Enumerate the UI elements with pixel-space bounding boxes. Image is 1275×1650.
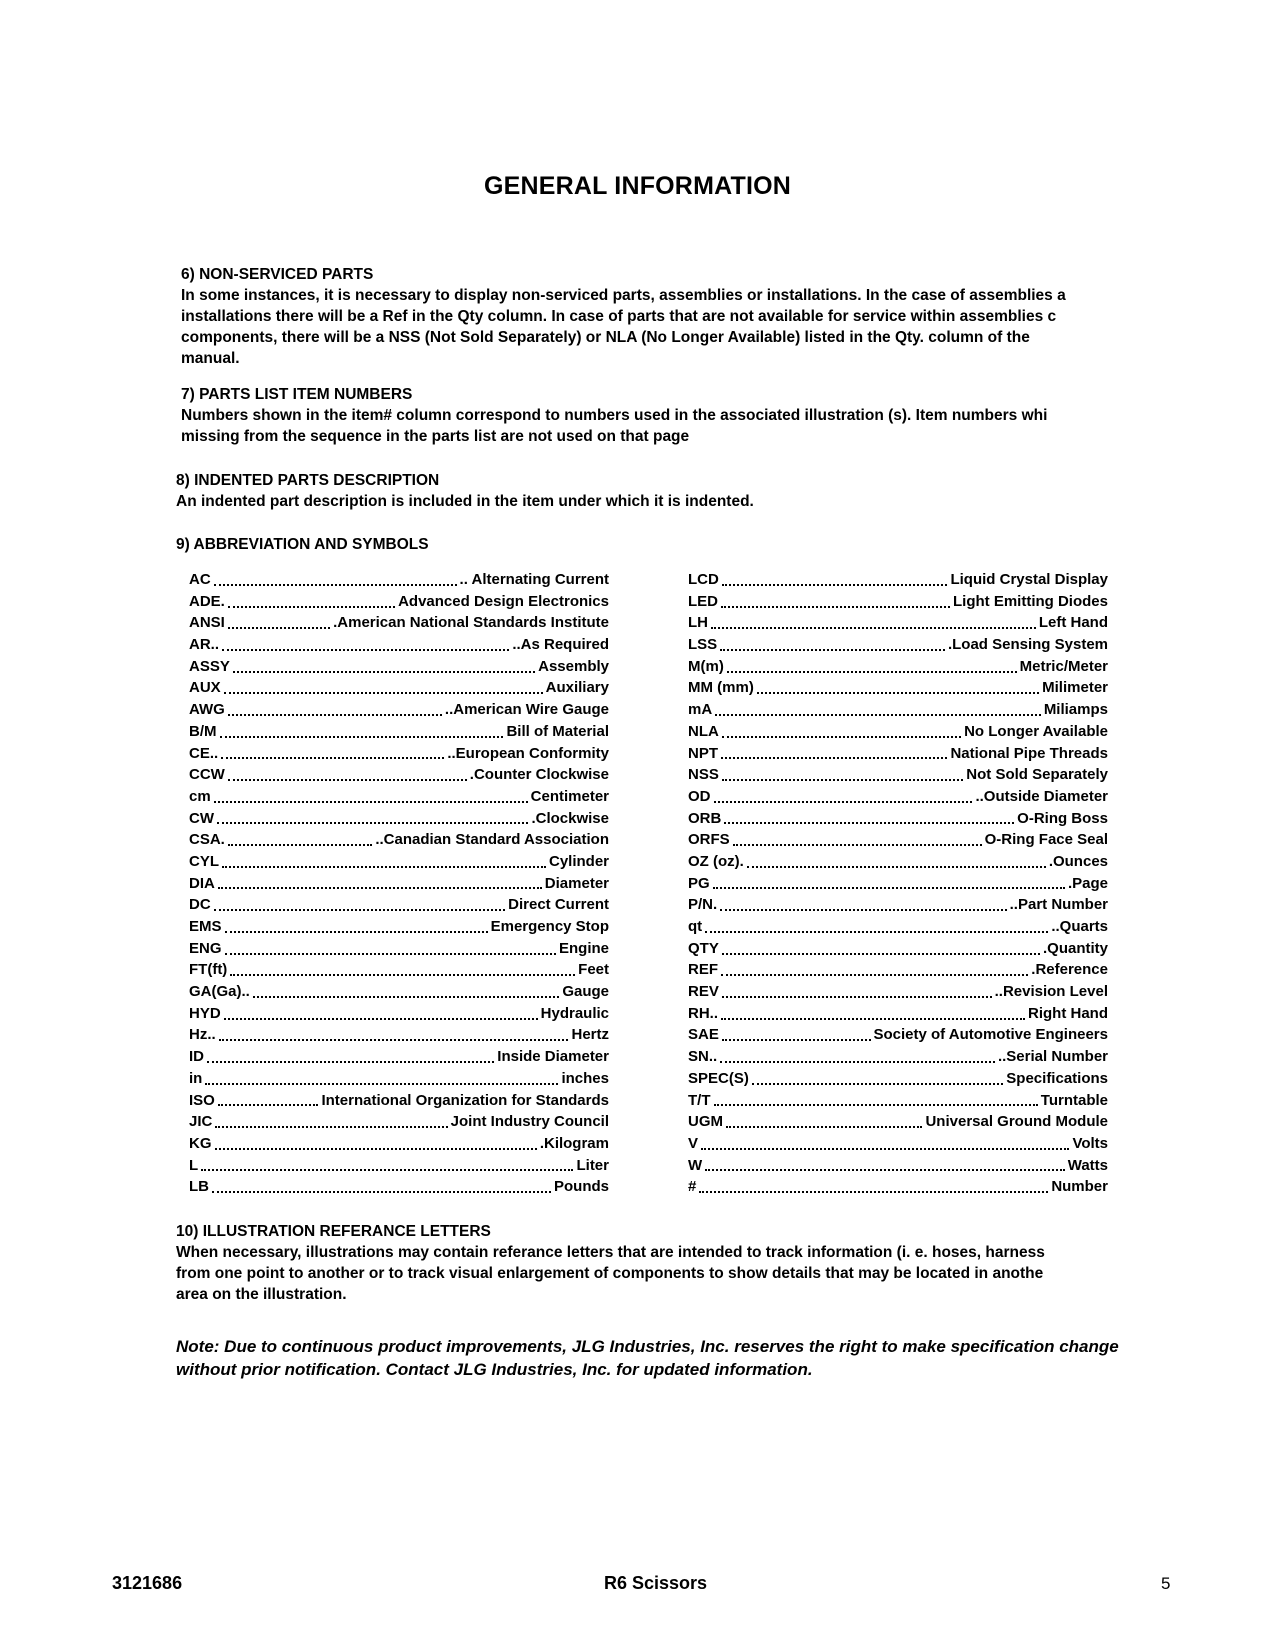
abbreviation-code: qt bbox=[688, 918, 703, 935]
abbreviation-row bbox=[688, 981, 1108, 1003]
abbreviation-code: ANSI bbox=[189, 614, 225, 632]
abbreviation-row bbox=[688, 894, 1108, 916]
dot-leader bbox=[722, 1039, 871, 1041]
abbreviation-code: SN.. bbox=[688, 1048, 718, 1066]
dot-leader bbox=[228, 779, 467, 781]
abbreviation-row bbox=[688, 699, 1108, 721]
section-text-line: installations there will be a Ref in the Qty column. In case of parts that are not available for service within assemblies c bbox=[181, 308, 1057, 325]
section-abbreviation-and-symbols bbox=[176, 534, 1134, 555]
specification-note bbox=[176, 1335, 1134, 1381]
dot-leader bbox=[752, 1083, 1003, 1085]
abbreviation-code: CCW bbox=[189, 766, 225, 784]
abbreviation-code: ORFS bbox=[688, 831, 730, 849]
abbreviation-row bbox=[189, 764, 609, 786]
abbreviation-meaning: ..As Required bbox=[512, 636, 609, 654]
dot-leader bbox=[727, 671, 1017, 673]
abbreviation-meaning: .American National Standards Institute bbox=[333, 614, 609, 632]
abbreviation-code: cm bbox=[189, 787, 211, 805]
abbreviation-code: NPT bbox=[688, 744, 718, 762]
dot-leader bbox=[212, 1191, 551, 1193]
abbreviation-row bbox=[189, 699, 609, 721]
dot-leader bbox=[715, 714, 1041, 716]
abbreviation-code: RH.. bbox=[688, 1004, 718, 1022]
abbreviation-code: OD bbox=[688, 787, 711, 805]
dot-leader bbox=[705, 931, 1048, 933]
abbreviation-code: JIC bbox=[189, 1113, 213, 1131]
page-title: GENERAL INFORMATION bbox=[483, 172, 792, 200]
abbreviation-meaning: ..Revision Level bbox=[994, 983, 1108, 1001]
abbreviation-row bbox=[688, 916, 1108, 938]
abbreviation-code: UGM bbox=[688, 1113, 723, 1131]
abbreviation-row bbox=[189, 873, 609, 895]
abbreviation-code: ORB bbox=[688, 809, 722, 827]
abbreviation-row bbox=[189, 612, 609, 634]
section-text-line: manual. bbox=[181, 350, 240, 367]
abbreviation-meaning: ..Canadian Standard Association bbox=[375, 831, 609, 849]
abbreviation-code: CE.. bbox=[189, 744, 219, 762]
abbreviation-code: NSS bbox=[688, 766, 719, 784]
section-text-line: When necessary, illustrations may contain referance letters that are intended to track information (i. e. hoses, harness bbox=[176, 1244, 1045, 1261]
section-heading: 6) NON-SERVICED PARTS bbox=[181, 266, 374, 283]
abbreviation-code: Hz.. bbox=[189, 1026, 216, 1044]
abbreviation-row bbox=[688, 1024, 1108, 1046]
dot-leader bbox=[221, 757, 444, 759]
abbreviation-code: ASSY bbox=[189, 657, 230, 675]
abbreviation-meaning: Advanced Design Electronics bbox=[398, 592, 609, 610]
abbreviation-row bbox=[189, 916, 609, 938]
abbreviation-code: NLA bbox=[688, 722, 719, 740]
dot-leader bbox=[219, 1039, 569, 1041]
section-text-line: An indented part description is included in the item under which it is indented. bbox=[176, 493, 754, 510]
abbreviation-row bbox=[189, 1176, 609, 1198]
dot-leader bbox=[714, 1104, 1038, 1106]
abbreviation-code: SPEC(S) bbox=[688, 1069, 749, 1087]
section-text-line: Numbers shown in the item# column correspond to numbers used in the associated illustration (s). Item numbers whi bbox=[181, 407, 1048, 424]
abbreviation-row bbox=[688, 1133, 1108, 1155]
abbreviation-row bbox=[189, 1133, 609, 1155]
dot-leader bbox=[705, 1169, 1065, 1171]
abbreviation-row bbox=[688, 938, 1108, 960]
dot-leader bbox=[720, 1061, 995, 1063]
abbreviation-code: B/M bbox=[189, 722, 217, 740]
abbreviation-row bbox=[189, 1046, 609, 1068]
abbreviation-meaning: Turntable bbox=[1040, 1091, 1108, 1109]
footer-doc-number: 3121686 bbox=[112, 1573, 183, 1593]
abbreviation-row bbox=[688, 569, 1108, 591]
abbreviation-code: V bbox=[688, 1134, 699, 1152]
dot-leader bbox=[224, 692, 543, 694]
abbreviation-row bbox=[688, 786, 1108, 808]
abbreviation-code: FT(ft) bbox=[189, 961, 228, 979]
abbreviation-row bbox=[688, 721, 1108, 743]
abbreviation-meaning: Specifications bbox=[1006, 1069, 1108, 1087]
abbreviation-code: M(m) bbox=[688, 657, 724, 675]
abbreviation-row bbox=[688, 634, 1108, 656]
abbreviation-row bbox=[688, 1003, 1108, 1025]
abbreviation-code: LB bbox=[189, 1178, 209, 1196]
abbreviation-code: ID bbox=[189, 1048, 204, 1066]
dot-leader bbox=[722, 953, 1040, 955]
dot-leader bbox=[721, 757, 947, 759]
note-line: without prior notification. Contact JLG Industries, Inc. for updated information. bbox=[176, 1360, 813, 1379]
section-text-line: In some instances, it is necessary to display non-serviced parts, assemblies or installations. In the case of assemblies a bbox=[181, 287, 1066, 304]
abbreviation-meaning: Pounds bbox=[554, 1178, 609, 1196]
section-non-serviced-parts bbox=[181, 264, 1139, 369]
dot-leader bbox=[207, 1061, 494, 1063]
abbreviation-meaning: Liter bbox=[576, 1156, 609, 1174]
abbreviation-row bbox=[688, 656, 1108, 678]
abbreviation-meaning: Bill of Material bbox=[506, 722, 609, 740]
abbreviation-code: PG bbox=[688, 874, 710, 892]
dot-leader bbox=[722, 996, 992, 998]
section-heading: 7) PARTS LIST ITEM NUMBERS bbox=[181, 386, 413, 403]
abbreviation-code: mA bbox=[688, 701, 713, 719]
abbreviation-meaning: inches bbox=[561, 1069, 609, 1087]
dot-leader bbox=[214, 584, 457, 586]
abbreviation-meaning: Metric/Meter bbox=[1019, 657, 1108, 675]
abbreviation-meaning: Miliamps bbox=[1043, 701, 1108, 719]
note-line: Note: Due to continuous product improvements, JLG Industries, Inc. reserves the right to make specification change bbox=[176, 1337, 1119, 1356]
abbreviation-meaning: Not Sold Separately bbox=[966, 766, 1108, 784]
section-text-line: area on the illustration. bbox=[176, 1286, 347, 1303]
abbreviation-row bbox=[189, 1003, 609, 1025]
abbreviation-code: L bbox=[189, 1156, 199, 1174]
abbreviation-row bbox=[688, 959, 1108, 981]
abbreviation-row bbox=[688, 1046, 1108, 1068]
abbreviation-meaning: Emergency Stop bbox=[490, 918, 609, 935]
abbreviation-meaning: Direct Current bbox=[508, 896, 609, 914]
dot-leader bbox=[225, 953, 556, 955]
dot-leader bbox=[215, 1148, 537, 1150]
dot-leader bbox=[724, 822, 1014, 824]
section-indented-parts-description bbox=[176, 470, 1134, 512]
abbreviation-meaning: Assembly bbox=[538, 657, 609, 675]
abbreviation-code: KG bbox=[189, 1134, 212, 1152]
abbreviation-code: AUX bbox=[189, 679, 221, 697]
abbreviation-row bbox=[688, 1155, 1108, 1177]
dot-leader bbox=[214, 909, 505, 911]
abbreviation-code: AWG bbox=[189, 701, 225, 719]
abbreviation-meaning: Hertz bbox=[571, 1026, 609, 1044]
abbreviation-code: HYD bbox=[189, 1004, 221, 1022]
abbreviation-meaning: Centimeter bbox=[530, 787, 609, 805]
abbreviation-code: ADE. bbox=[189, 592, 225, 610]
abbreviation-code: DIA bbox=[189, 874, 215, 892]
abbreviation-row bbox=[189, 938, 609, 960]
abbreviation-row bbox=[189, 851, 609, 873]
abbreviation-meaning: Inside Diameter bbox=[497, 1048, 609, 1066]
dot-leader bbox=[726, 1126, 922, 1128]
abbreviation-row bbox=[189, 808, 609, 830]
abbreviation-row bbox=[688, 808, 1108, 830]
dot-leader bbox=[722, 736, 961, 738]
footer-page-number: 5 bbox=[1161, 1574, 1171, 1593]
abbreviation-meaning: ..European Conformity bbox=[447, 744, 609, 762]
abbreviation-meaning: Liquid Crystal Display bbox=[950, 571, 1108, 588]
dot-leader bbox=[222, 649, 509, 651]
abbreviation-code: GA(Ga).. bbox=[189, 983, 250, 1001]
abbreviation-code: OZ (oz). bbox=[688, 852, 744, 870]
abbreviation-row bbox=[189, 1111, 609, 1133]
abbreviation-row bbox=[189, 743, 609, 765]
abbreviation-meaning: .Reference bbox=[1031, 961, 1108, 979]
abbreviation-row bbox=[688, 1176, 1108, 1198]
abbreviation-meaning: .Kilogram bbox=[539, 1134, 609, 1152]
abbreviation-row bbox=[189, 1155, 609, 1177]
abbreviation-meaning: Light Emitting Diodes bbox=[953, 592, 1108, 610]
abbreviation-meaning: No Longer Available bbox=[964, 722, 1108, 740]
abbreviation-meaning: Cylinder bbox=[548, 852, 609, 870]
abbreviation-code: LED bbox=[688, 592, 718, 610]
dot-leader bbox=[714, 801, 973, 803]
abbreviation-code: in bbox=[189, 1069, 203, 1087]
abbreviation-meaning: .Load Sensing System bbox=[947, 636, 1108, 654]
abbreviation-row bbox=[189, 981, 609, 1003]
abbreviation-code: ISO bbox=[189, 1091, 215, 1109]
dot-leader bbox=[215, 1126, 447, 1128]
dot-leader bbox=[218, 1104, 319, 1106]
dot-leader bbox=[721, 606, 950, 608]
abbreviation-meaning: O-Ring Boss bbox=[1017, 809, 1108, 827]
dot-leader bbox=[757, 692, 1039, 694]
abbreviation-row bbox=[189, 786, 609, 808]
abbreviation-meaning: International Organization for Standards bbox=[321, 1091, 609, 1109]
dot-leader bbox=[722, 584, 948, 586]
abbreviation-meaning: ..Quarts bbox=[1051, 918, 1108, 935]
dot-leader bbox=[733, 844, 982, 846]
abbreviation-code: REF bbox=[688, 961, 718, 979]
abbreviation-meaning: National Pipe Threads bbox=[950, 744, 1108, 762]
abbreviation-code: REV bbox=[688, 983, 719, 1001]
dot-leader bbox=[218, 887, 542, 889]
abbreviation-row bbox=[688, 743, 1108, 765]
dot-leader bbox=[720, 649, 945, 651]
abbreviation-row bbox=[189, 959, 609, 981]
abbreviation-row bbox=[688, 1111, 1108, 1133]
abbreviation-row bbox=[189, 1068, 609, 1090]
abbreviation-row bbox=[189, 1090, 609, 1112]
dot-leader bbox=[205, 1083, 558, 1085]
dot-leader bbox=[228, 627, 330, 629]
abbreviation-meaning: Universal Ground Module bbox=[925, 1113, 1108, 1131]
abbreviation-code: ENG bbox=[189, 939, 222, 957]
abbreviation-row bbox=[189, 656, 609, 678]
abbreviation-meaning: O-Ring Face Seal bbox=[984, 831, 1108, 849]
abbreviation-row bbox=[189, 569, 609, 591]
section-text-line: missing from the sequence in the parts list are not used on that page bbox=[181, 428, 690, 445]
dot-leader bbox=[233, 671, 535, 673]
section-parts-list-item-numbers bbox=[181, 384, 1139, 447]
abbreviation-row bbox=[688, 612, 1108, 634]
abbreviation-code: CW bbox=[189, 809, 214, 827]
section-heading: 10) ILLUSTRATION REFERANCE LETTERS bbox=[176, 1223, 491, 1240]
abbreviation-row bbox=[189, 1024, 609, 1046]
dot-leader bbox=[747, 866, 1046, 868]
abbreviation-row bbox=[688, 764, 1108, 786]
abbreviation-meaning: .Page bbox=[1067, 874, 1108, 892]
abbreviation-code: W bbox=[688, 1156, 703, 1174]
abbreviation-row bbox=[688, 1090, 1108, 1112]
dot-leader bbox=[711, 627, 1036, 629]
abbreviation-row bbox=[688, 851, 1108, 873]
abbreviation-meaning: Hydraulic bbox=[540, 1004, 609, 1022]
abbreviation-meaning: Number bbox=[1051, 1178, 1108, 1196]
section-heading: 9) ABBREVIATION AND SYMBOLS bbox=[176, 536, 429, 553]
abbreviation-meaning: Society of Automotive Engineers bbox=[873, 1026, 1108, 1044]
section-text-line: from one point to another or to track visual enlargement of components to show details that may be located in anothe bbox=[176, 1265, 1044, 1282]
abbreviation-code: AC bbox=[189, 571, 211, 588]
dot-leader bbox=[220, 736, 504, 738]
abbreviation-meaning: Diameter bbox=[544, 874, 609, 892]
abbreviation-code: LH bbox=[688, 614, 708, 632]
abbreviation-meaning: ..American Wire Gauge bbox=[444, 701, 609, 719]
abbreviation-code: DC bbox=[189, 896, 211, 914]
dot-leader bbox=[228, 844, 372, 846]
dot-leader bbox=[721, 1018, 1025, 1020]
dot-leader bbox=[720, 909, 1006, 911]
abbreviation-row bbox=[688, 873, 1108, 895]
abbreviation-meaning: Engine bbox=[558, 939, 609, 957]
dot-leader bbox=[228, 606, 395, 608]
abbreviation-meaning: ..Part Number bbox=[1009, 896, 1108, 914]
abbreviation-meaning: Joint Industry Council bbox=[450, 1113, 609, 1131]
section-heading: 8) INDENTED PARTS DESCRIPTION bbox=[176, 472, 440, 489]
abbreviation-code: LSS bbox=[688, 636, 718, 654]
dot-leader bbox=[699, 1191, 1048, 1193]
abbreviation-meaning: .. Alternating Current bbox=[459, 571, 609, 588]
abbreviation-meaning: .Ounces bbox=[1048, 852, 1108, 870]
dot-leader bbox=[713, 887, 1065, 889]
abbreviation-meaning: Auxiliary bbox=[545, 679, 609, 697]
abbreviation-code: LCD bbox=[688, 571, 719, 588]
dot-leader bbox=[225, 931, 488, 933]
dot-leader bbox=[228, 714, 442, 716]
abbreviation-list-left bbox=[189, 569, 609, 1198]
abbreviation-code: QTY bbox=[688, 939, 719, 957]
dot-leader bbox=[214, 801, 528, 803]
dot-leader bbox=[253, 996, 559, 998]
abbreviation-meaning: ..Serial Number bbox=[997, 1048, 1108, 1066]
abbreviation-code: # bbox=[688, 1178, 697, 1196]
abbreviation-code: CSA. bbox=[189, 831, 225, 849]
abbreviation-code: CYL bbox=[189, 852, 219, 870]
footer-product-name: R6 Scissors bbox=[604, 1573, 708, 1593]
dot-leader bbox=[201, 1169, 573, 1171]
abbreviation-row bbox=[688, 591, 1108, 613]
abbreviation-meaning: Feet bbox=[578, 961, 609, 979]
abbreviation-list-right bbox=[688, 569, 1108, 1198]
abbreviation-meaning: .Clockwise bbox=[531, 809, 609, 827]
abbreviation-row bbox=[189, 829, 609, 851]
abbreviation-meaning: Milimeter bbox=[1042, 679, 1108, 697]
abbreviation-row bbox=[688, 829, 1108, 851]
dot-leader bbox=[217, 822, 528, 824]
section-illustration-referance-letters bbox=[176, 1221, 1134, 1305]
abbreviation-meaning: Gauge bbox=[562, 983, 609, 1001]
abbreviation-row bbox=[189, 591, 609, 613]
abbreviation-meaning: Right Hand bbox=[1028, 1004, 1108, 1022]
abbreviation-code: P/N. bbox=[688, 896, 718, 914]
abbreviation-meaning: ..Outside Diameter bbox=[975, 787, 1108, 805]
abbreviation-row bbox=[189, 677, 609, 699]
abbreviation-row bbox=[189, 634, 609, 656]
dot-leader bbox=[722, 779, 963, 781]
abbreviation-code: EMS bbox=[189, 918, 222, 935]
dot-leader bbox=[701, 1148, 1069, 1150]
abbreviation-row bbox=[189, 721, 609, 743]
abbreviation-code: SAE bbox=[688, 1026, 719, 1044]
abbreviation-meaning: .Quantity bbox=[1042, 939, 1108, 957]
abbreviation-meaning: Left Hand bbox=[1038, 614, 1108, 632]
abbreviation-row bbox=[688, 1068, 1108, 1090]
dot-leader bbox=[230, 974, 575, 976]
abbreviation-row bbox=[189, 894, 609, 916]
dot-leader bbox=[222, 866, 546, 868]
dot-leader bbox=[224, 1018, 538, 1020]
abbreviation-row bbox=[688, 677, 1108, 699]
abbreviation-meaning: .Counter Clockwise bbox=[469, 766, 609, 784]
abbreviation-code: AR.. bbox=[189, 636, 219, 654]
abbreviation-code: MM (mm) bbox=[688, 679, 754, 697]
abbreviation-meaning: Volts bbox=[1072, 1134, 1108, 1152]
dot-leader bbox=[721, 974, 1028, 976]
section-text-line: components, there will be a NSS (Not Sold Separately) or NLA (No Longer Available) listed in the Qty. column of the bbox=[181, 329, 1030, 346]
abbreviation-meaning: Watts bbox=[1067, 1156, 1108, 1174]
abbreviation-code: T/T bbox=[688, 1091, 711, 1109]
